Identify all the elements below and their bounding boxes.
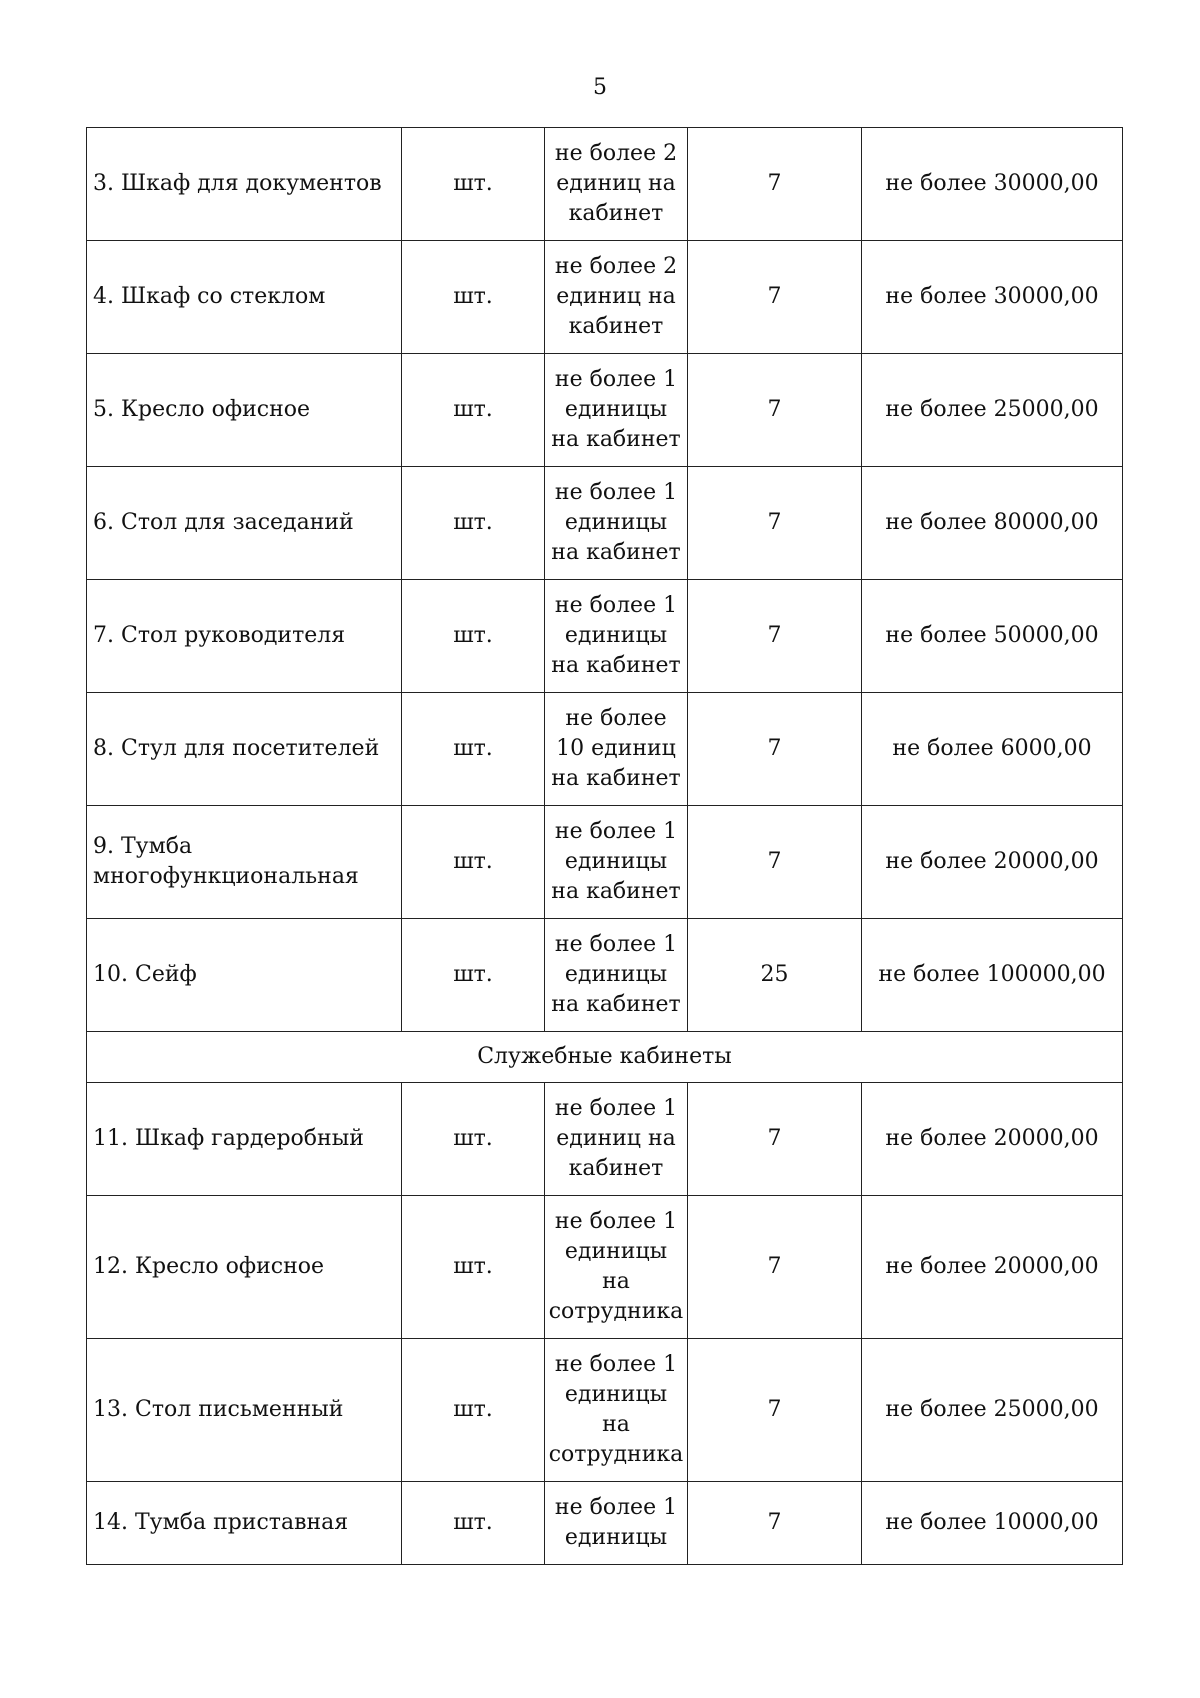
table-row xyxy=(87,1083,1123,1196)
price-cell: не более 25000,00 xyxy=(862,1339,1123,1482)
quantity-cell: не более 1 единицы на кабинет xyxy=(545,354,688,467)
service-life-cell: 7 xyxy=(688,1196,862,1339)
table-row xyxy=(87,1196,1123,1339)
price-cell: не более 20000,00 xyxy=(862,806,1123,919)
service-life-cell: 7 xyxy=(688,806,862,919)
table-row xyxy=(87,467,1123,580)
service-life-cell: 7 xyxy=(688,1482,862,1565)
unit-cell: шт. xyxy=(402,1083,545,1196)
table-row xyxy=(87,1482,1123,1565)
unit-cell: шт. xyxy=(402,467,545,580)
quantity-cell: не более 2 единиц на кабинет xyxy=(545,241,688,354)
quantity-cell: не более 1 единицы на сотрудника xyxy=(545,1196,688,1339)
quantity-cell: не более 1 единицы на сотрудника xyxy=(545,1339,688,1482)
quantity-cell: не более 1 единицы на кабинет xyxy=(545,806,688,919)
price-cell: не более 10000,00 xyxy=(862,1482,1123,1565)
table-row xyxy=(87,806,1123,919)
service-life-cell: 7 xyxy=(688,1339,862,1482)
service-life-cell: 25 xyxy=(688,919,862,1032)
item-name-cell: 11. Шкаф гардеробный xyxy=(87,1083,402,1196)
unit-cell: шт. xyxy=(402,1339,545,1482)
item-name-cell: 7. Стол руководителя xyxy=(87,580,402,693)
table-row xyxy=(87,919,1123,1032)
unit-cell: шт. xyxy=(402,354,545,467)
service-life-cell: 7 xyxy=(688,693,862,806)
unit-cell: шт. xyxy=(402,919,545,1032)
unit-cell: шт. xyxy=(402,128,545,241)
page-number: 5 xyxy=(593,75,607,100)
furniture-norms-table xyxy=(86,127,1123,1565)
price-cell: не более 30000,00 xyxy=(862,128,1123,241)
item-name-cell: 5. Кресло офисное xyxy=(87,354,402,467)
service-life-cell: 7 xyxy=(688,467,862,580)
service-life-cell: 7 xyxy=(688,354,862,467)
table-row xyxy=(87,693,1123,806)
unit-cell: шт. xyxy=(402,1196,545,1339)
quantity-cell: не более 2 единиц на кабинет xyxy=(545,128,688,241)
item-name-cell: 10. Сейф xyxy=(87,919,402,1032)
table-row xyxy=(87,580,1123,693)
table-row xyxy=(87,128,1123,241)
service-life-cell: 7 xyxy=(688,580,862,693)
item-name-cell: 9. Тумба многофункциональная xyxy=(87,806,402,919)
item-name-cell: 4. Шкаф со стеклом xyxy=(87,241,402,354)
unit-cell: шт. xyxy=(402,806,545,919)
section-title: Служебные кабинеты xyxy=(87,1032,1123,1083)
unit-cell: шт. xyxy=(402,693,545,806)
price-cell: не более 20000,00 xyxy=(862,1083,1123,1196)
quantity-cell: не более 1 единиц на кабинет xyxy=(545,1083,688,1196)
price-cell: не более 30000,00 xyxy=(862,241,1123,354)
quantity-cell: не более 1 единицы на кабинет xyxy=(545,467,688,580)
price-cell: не более 50000,00 xyxy=(862,580,1123,693)
quantity-cell: не более 1 единицы xyxy=(545,1482,688,1565)
table-row xyxy=(87,354,1123,467)
item-name-cell: 8. Стул для посетителей xyxy=(87,693,402,806)
service-life-cell: 7 xyxy=(688,128,862,241)
service-life-cell: 7 xyxy=(688,1083,862,1196)
item-name-cell: 12. Кресло офисное xyxy=(87,1196,402,1339)
table-body xyxy=(87,128,1123,1565)
quantity-cell: не более 10 единиц на кабинет xyxy=(545,693,688,806)
table-row xyxy=(87,241,1123,354)
quantity-cell: не более 1 единицы на кабинет xyxy=(545,580,688,693)
unit-cell: шт. xyxy=(402,241,545,354)
section-row xyxy=(87,1032,1123,1083)
price-cell: не более 100000,00 xyxy=(862,919,1123,1032)
service-life-cell: 7 xyxy=(688,241,862,354)
price-cell: не более 6000,00 xyxy=(862,693,1123,806)
item-name-cell: 14. Тумба приставная xyxy=(87,1482,402,1565)
quantity-cell: не более 1 единицы на кабинет xyxy=(545,919,688,1032)
price-cell: не более 25000,00 xyxy=(862,354,1123,467)
unit-cell: шт. xyxy=(402,1482,545,1565)
unit-cell: шт. xyxy=(402,580,545,693)
price-cell: не более 80000,00 xyxy=(862,467,1123,580)
item-name-cell: 13. Стол письменный xyxy=(87,1339,402,1482)
item-name-cell: 6. Стол для заседаний xyxy=(87,467,402,580)
table-row xyxy=(87,1339,1123,1482)
item-name-cell: 3. Шкаф для документов xyxy=(87,128,402,241)
price-cell: не более 20000,00 xyxy=(862,1196,1123,1339)
